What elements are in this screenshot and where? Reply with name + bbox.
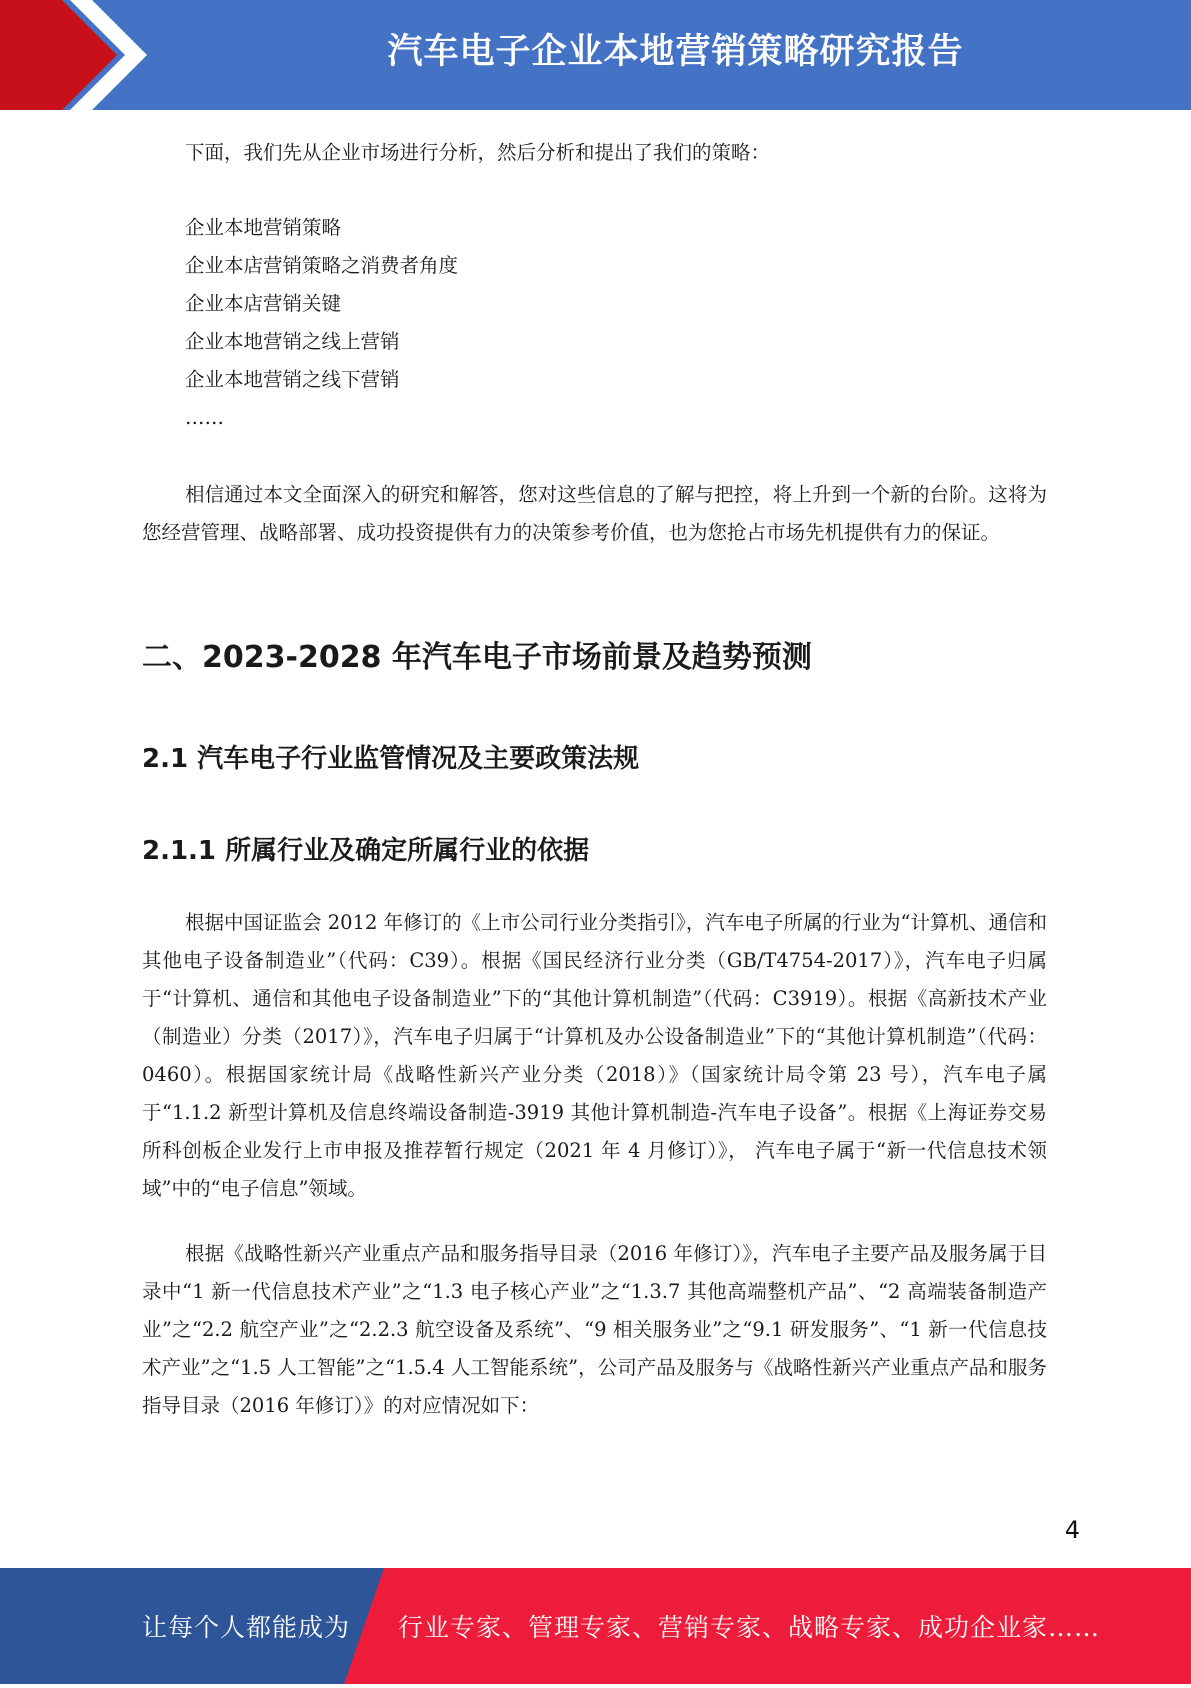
subsubsection-heading: 2.1.1 所属行业及确定所属行业的依据 — [142, 836, 590, 866]
subsection-heading: 2.1 汽车电子行业监管情况及主要政策法规 — [142, 744, 640, 774]
paragraph: 根据《战略性新兴产业重点产品和服务指导目录（2016 年修订）》，汽车电子主要产品及服务属于目录中“1 新一代信息技术产业”之“1.3 电子核心产业”之“1.3.7 其他高端整机产品”、“2 高端装备制造产业”之“2.2 航空产业”之“2.2.3 航空设备及系统”、“9 相关服务业”之“9.1 研发服务”、“1 新一代信息技术产业”之“1.5 人工智能”之“1.5.4 人工智能系统”，公司产品及服务与《战略性新兴产业重点产品和服务指导目录（2016 年修订）》的对应情况如下： — [142, 1242, 1047, 1417]
intro-closing: 相信通过本文全面深入的研究和解答，您对这些信息的了解与把控，将上升到一个新的台阶。这将为您经营管理、战略部署、成功投资提供有力的决策参考价值，也为您抢占市场先机提供有力的保证。 — [142, 483, 1047, 544]
footer-slogan-right: 行业专家、管理专家、营销专家、战略专家、成功企业家…… — [398, 1613, 1101, 1642]
list-item: 企业本地营销之线下营销 — [185, 368, 400, 391]
page-number: 4 — [1064, 1516, 1080, 1544]
strategy-list — [142, 209, 1047, 437]
intro-closing-block — [142, 476, 1047, 552]
section-heading: 二、2023-2028 年汽车电子市场前景及趋势预测 — [142, 640, 812, 675]
industry-paragraph-2 — [142, 1235, 1047, 1425]
arrow-logo-icon — [0, 0, 150, 110]
paragraph: 根据中国证监会 2012 年修订的《上市公司行业分类指引》，汽车电子所属的行业为“计算机、通信和其他电子设备制造业”（代码：C39）。根据《国民经济行业分类（GB/T4754-2017）》，汽车电子归属于“计算机、通信和其他电子设备制造业”下的“其他计算机制造”（代码：C3919）。根据《高新技术产业（制造业）分类（2017）》，汽车电子归属于“计算机及办公设备制造业”下的“其他计算机制造”（代码：0460）。根据国家统计局《战略性新兴产业分类（2018）》（国家统计局令第 23 号），汽车电子属于“1.1.2 新型计算机及信息终端设备制造-3919 其他计算机制造-汽车电子设备”。根据《上海证券交易所科创板企业发行上市申报及推荐暂行规定（2021 年 4 月修订）》， 汽车电子属于“新一代信息技术领域”中的“电子信息”领域。 — [142, 911, 1047, 1200]
list-item: 企业本地营销之线上营销 — [185, 330, 400, 353]
list-item: 企业本店营销策略之消费者角度 — [185, 254, 459, 277]
page-footer — [0, 1568, 1191, 1684]
list-item: 企业本地营销策略 — [185, 216, 342, 239]
intro-lead-block — [142, 134, 1047, 172]
list-item: 企业本店营销关键 — [185, 292, 342, 315]
list-item: …… — [185, 406, 224, 429]
report-title: 汽车电子企业本地营销策略研究报告 — [387, 32, 964, 72]
intro-lead: 下面，我们先从企业市场进行分析，然后分析和提出了我们的策略： — [185, 141, 771, 164]
industry-paragraph-1 — [142, 904, 1047, 1208]
page-header — [0, 0, 1191, 110]
footer-slogan-left: 让每个人都能成为 — [142, 1613, 351, 1642]
